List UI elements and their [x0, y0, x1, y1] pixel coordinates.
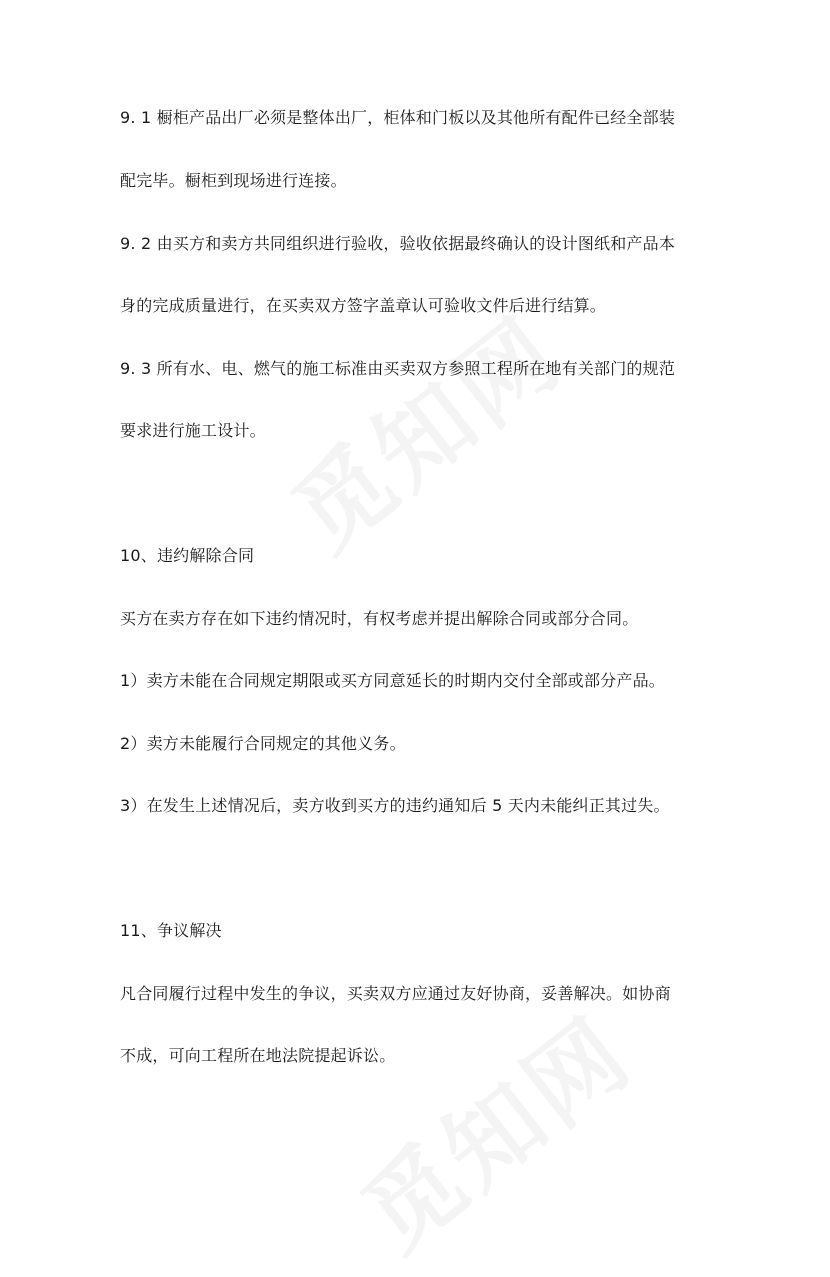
- paragraph-line: 买方在卖方存在如下违约情况时，有权考虑并提出解除合同或部分合同。: [120, 609, 639, 628]
- list-item: 1）卖方未能在合同规定期限或买方同意延长的时期内交付全部或部分产品。: [120, 671, 665, 690]
- section-heading: 11、争议解决: [120, 921, 222, 940]
- paragraph-line: 9. 1 橱柜产品出厂必须是整体出厂，柜体和门板以及其他所有配件已经全部装: [120, 108, 676, 127]
- list-item: 2）卖方未能履行合同规定的其他义务。: [120, 734, 406, 753]
- paragraph-line: 凡合同履行过程中发生的争议，买卖双方应通过友好协商，妥善解决。如协商: [120, 984, 671, 1003]
- list-item: 3）在发生上述情况后，卖方收到买方的违约通知后 5 天内未能纠正其过失。: [120, 796, 670, 815]
- watermark: [260, 280, 585, 576]
- paragraph-line: 9. 2 由买方和卖方共同组织进行验收，验收依据最终确认的设计图纸和产品本: [120, 234, 676, 253]
- paragraph-line: 不成，可向工程所在地法院提起诉讼。: [120, 1046, 396, 1065]
- watermark-bottom: [330, 980, 655, 1276]
- paragraph-line: 要求进行施工设计。: [120, 421, 266, 440]
- section-heading: 10、违约解除合同: [120, 546, 255, 565]
- paragraph-line: 配完毕。橱柜到现场进行连接。: [120, 171, 347, 190]
- paragraph-line: 身的完成质量进行，在买卖双方签字盖章认可验收文件后进行结算。: [120, 296, 607, 315]
- paragraph-line: 9. 3 所有水、电、燃气的施工标准由买卖双方参照工程所在地有关部门的规范: [120, 359, 676, 378]
